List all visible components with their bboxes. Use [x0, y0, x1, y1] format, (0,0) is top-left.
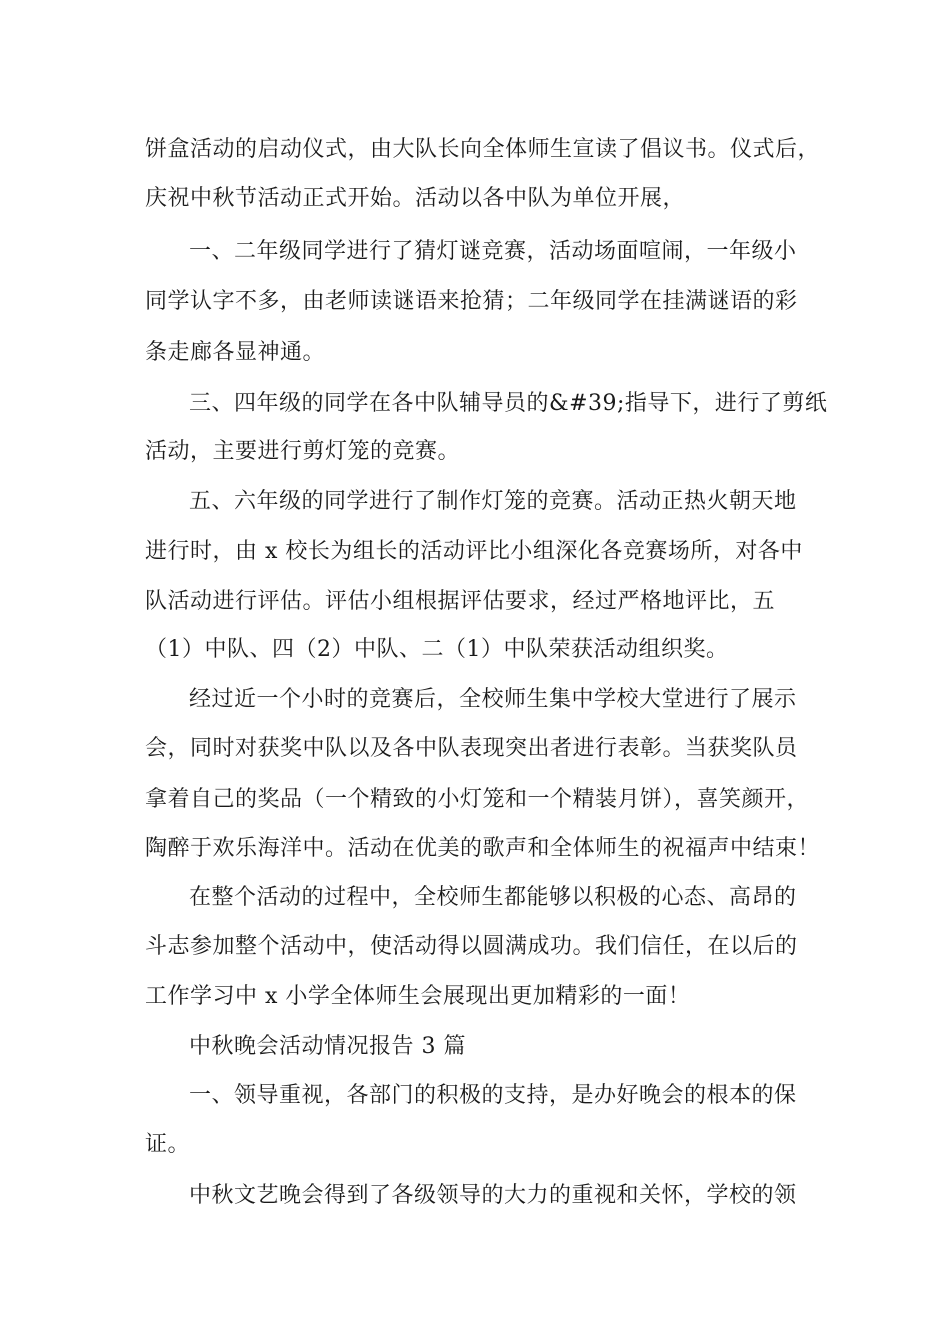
- text-line: 饼盒活动的启动仪式，由大队长向全体师生宣读了倡议书。仪式后，: [145, 137, 821, 162]
- text-line: 拿着自己的奖品（一个精致的小灯笼和一个精装月饼），喜笑颜开，: [145, 787, 810, 812]
- text-line: 同学认字不多，由老师读谜语来抢猜；二年级同学在挂满谜语的彩: [145, 289, 798, 314]
- text-line: 陶醉于欢乐海洋中。活动在优美的歌声和全体师生的祝福声中结束！: [145, 836, 821, 861]
- text-line: （1）中队、四（2）中队、二（1）中队荣获活动组织奖。: [145, 637, 729, 662]
- paragraph-start-line: 五、六年级的同学进行了制作灯笼的竞赛。活动正热火朝天地: [189, 489, 797, 514]
- paragraph-start-line: 在整个活动的过程中，全校师生都能够以积极的心态、高昂的: [189, 885, 797, 910]
- text-line: 证。: [145, 1132, 191, 1157]
- paragraph-start-line: 中秋文艺晚会得到了各级领导的大力的重视和关怀，学校的领: [189, 1183, 797, 1208]
- text-line: 进行时，由 x 校长为组长的活动评比小组深化各竞赛场所，对各中: [145, 539, 803, 564]
- text-line: 斗志参加整个活动中，使活动得以圆满成功。我们信任，在以后的: [145, 934, 798, 959]
- text-line: 条走廊各显神通。: [145, 340, 326, 365]
- paragraph-start-line: 经过近一个小时的竞赛后，全校师生集中学校大堂进行了展示: [189, 687, 797, 712]
- paragraph-start-line: 一、领导重视，各部门的积极的支持，是办好晚会的根本的保: [189, 1083, 797, 1108]
- text-line: 队活动进行评估。评估小组根据评估要求，经过严格地评比，五: [145, 589, 776, 614]
- section-heading: 中秋晚会活动情况报告 3 篇: [189, 1034, 466, 1059]
- text-line: 庆祝中秋节活动正式开始。活动以各中队为单位开展，: [145, 186, 686, 211]
- text-line: 会，同时对获奖中队以及各中队表现突出者进行表彰。当获奖队员: [145, 736, 798, 761]
- text-line: 活动，主要进行剪灯笼的竞赛。: [145, 439, 461, 464]
- paragraph-start-line: 三、四年级的同学在各中队辅导员的&#39;指导下，进行了剪纸: [189, 391, 828, 416]
- text-line: 工作学习中 x 小学全体师生会展现出更加精彩的一面！: [145, 984, 691, 1009]
- paragraph-start-line: 一、二年级同学进行了猜灯谜竞赛，活动场面喧闹，一年级小: [189, 239, 797, 264]
